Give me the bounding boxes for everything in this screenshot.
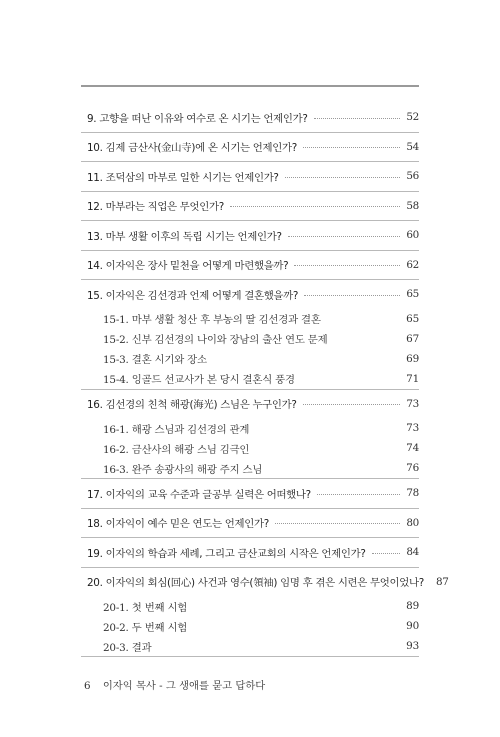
toc-entry-title: 15. 이자익은 김선경과 언제 어떻게 결혼했을까? — [87, 289, 299, 302]
toc-entry-title: 14. 이자익은 장사 밑천을 어떻게 마련했을까? — [87, 260, 289, 273]
toc-entry-title: 9. 고향을 떠난 이유와 여수로 온 시기는 언제인가? — [87, 112, 308, 125]
toc-page-number: 73 — [406, 422, 419, 434]
toc-entry[interactable] — [87, 479, 419, 508]
section-divider — [81, 279, 419, 280]
toc-entry[interactable] — [87, 221, 419, 250]
footer-book-title: 이자익 목사 - 그 생애를 묻고 답하다 — [102, 680, 266, 692]
toc-entry-title: 16. 김선경의 친척 해광(海光) 스님은 누구인가? — [87, 399, 297, 412]
dot-leader — [303, 404, 401, 405]
dot-leader — [304, 295, 400, 296]
toc-page-number: 80 — [406, 516, 419, 529]
toc-entry-title: 15-4. 잉골드 선교사가 본 당시 결혼식 풍경 — [103, 374, 295, 386]
toc-entry-title: 11. 조덕삼의 마부로 일한 시기는 언제인가? — [87, 171, 279, 184]
toc-page-number: 87 — [435, 575, 449, 588]
dot-leader — [314, 118, 401, 119]
toc-entry[interactable] — [87, 280, 419, 309]
footer-page-number: 6 — [84, 680, 91, 692]
section-divider — [81, 191, 419, 192]
toc-entry[interactable] — [87, 538, 419, 567]
dot-leader — [317, 494, 401, 495]
toc-page-number: 84 — [406, 546, 419, 559]
toc-entry-title: 19. 이자익의 학습과 세례, 그리고 금산교회의 시작은 언제인가? — [87, 547, 366, 560]
toc-subentry[interactable] — [87, 349, 419, 369]
toc-subentry[interactable] — [87, 458, 419, 478]
section-divider — [81, 161, 419, 162]
table-of-contents — [87, 103, 449, 657]
toc-subentry[interactable] — [87, 596, 419, 616]
toc-entry[interactable] — [87, 162, 419, 191]
section-divider — [81, 567, 419, 568]
toc-entry-title: 16-3. 완주 송광사의 해광 주지 스님 — [103, 463, 263, 476]
toc-entry-title: 10. 김제 금산사(金山寺)에 온 시기는 언제인가? — [87, 142, 297, 155]
toc-page-number: 71 — [406, 372, 419, 385]
toc-entry[interactable] — [87, 133, 419, 162]
toc-page-number: 73 — [406, 397, 419, 410]
dot-leader — [288, 236, 401, 237]
toc-page-number: 69 — [406, 352, 419, 365]
toc-entry[interactable] — [87, 390, 419, 419]
dot-leader — [275, 523, 400, 524]
toc-entry-title: 20-2. 두 번째 시험 — [103, 621, 188, 634]
toc-page-number: 65 — [406, 288, 419, 301]
toc-page-number: 58 — [406, 199, 419, 212]
toc-entry-title: 15-3. 결혼 시기와 장소 — [103, 354, 207, 366]
toc-entry-title: 15-1. 마부 생활 청산 후 부농의 딸 김선경과 결혼 — [103, 314, 321, 326]
toc-entry-title: 12. 마부라는 직업은 무엇인가? — [87, 201, 224, 214]
toc-subentry[interactable] — [87, 418, 419, 438]
section-divider — [81, 220, 419, 221]
toc-page-number: 60 — [406, 229, 419, 242]
section-divider — [81, 389, 419, 390]
toc-subentry[interactable] — [87, 616, 419, 636]
toc-page-number: 90 — [406, 620, 419, 632]
dot-leader — [285, 177, 401, 178]
top-rule — [81, 85, 419, 87]
toc-entry[interactable] — [87, 568, 449, 597]
toc-entry-title: 13. 마부 생활 이후의 독립 시기는 언제인가? — [87, 230, 282, 243]
section-divider — [81, 656, 419, 657]
toc-entry-title: 20-3. 결과 — [103, 641, 152, 654]
toc-page-number: 56 — [406, 170, 419, 183]
toc-page-number: 54 — [406, 140, 419, 153]
toc-subentry[interactable] — [87, 369, 419, 389]
toc-entry[interactable] — [87, 192, 419, 221]
section-divider — [81, 132, 419, 133]
toc-page-number: 78 — [406, 487, 419, 500]
toc-entry-title: 18. 이자익이 예수 믿은 연도는 언제인가? — [87, 518, 269, 531]
toc-page-number: 89 — [406, 600, 419, 612]
page-footer — [84, 677, 265, 692]
toc-page-number: 67 — [406, 332, 419, 345]
dot-leader — [294, 265, 400, 266]
toc-entry-title: 15-2. 신부 김선경의 나이와 장남의 출산 연도 문제 — [103, 334, 328, 346]
dot-leader — [230, 206, 400, 207]
dot-leader — [303, 147, 400, 148]
toc-entry-title: 16-1. 해광 스님과 김선경의 관계 — [103, 423, 250, 436]
section-divider — [81, 537, 419, 538]
section-divider — [81, 250, 419, 251]
dot-leader — [372, 553, 401, 554]
toc-page-number: 65 — [406, 312, 419, 325]
section-divider — [81, 508, 419, 509]
toc-entry-title: 20. 이자익의 회심(回心) 사건과 영수(領袖) 임명 후 겪은 시련은 무엇이었나? — [87, 577, 424, 590]
section-divider — [81, 478, 419, 479]
toc-entry[interactable] — [87, 251, 419, 280]
toc-entry[interactable] — [87, 509, 419, 538]
toc-subentry[interactable] — [87, 309, 419, 329]
toc-subentry[interactable] — [87, 636, 419, 656]
toc-page-number: 52 — [406, 111, 419, 124]
toc-entry-title: 17. 이자익의 교육 수준과 글공부 실력은 어떠했나? — [87, 488, 311, 501]
toc-entry-title: 20-1. 첫 번째 시험 — [103, 601, 188, 614]
toc-entry-title: 16-2. 금산사의 해광 스님 김극인 — [103, 443, 250, 456]
toc-subentry[interactable] — [87, 329, 419, 349]
toc-page-number: 74 — [406, 442, 419, 454]
toc-entry[interactable] — [87, 103, 419, 132]
toc-page-number: 76 — [406, 462, 419, 474]
toc-page-number: 93 — [406, 640, 419, 652]
toc-subentry[interactable] — [87, 438, 419, 458]
toc-page-number: 62 — [406, 258, 419, 271]
